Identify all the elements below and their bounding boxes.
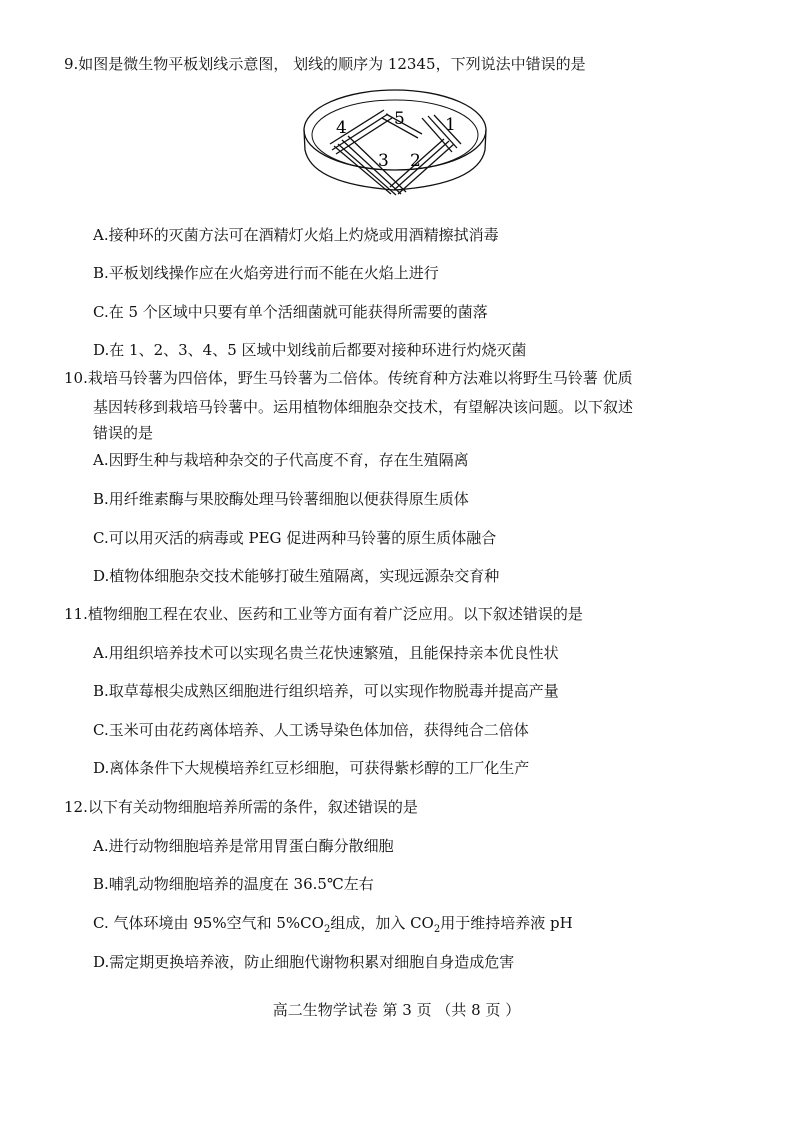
question-12-option-b: B.哺乳动物细胞培养的温度在 36.5℃左右 [93, 875, 374, 893]
question-12-stem: 12.以下有关动物细胞培养所需的条件，叙述错误的是 [64, 798, 418, 816]
co2-subscript-1: 2 [323, 924, 331, 935]
question-9-stem: 9.如图是微生物平板划线示意图， 划线的顺序为 12345，下列说法中错误的是 [64, 55, 586, 73]
question-9-option-b: B.平板划线操作应在火焰旁进行而不能在火焰上进行 [93, 264, 439, 282]
question-12-option-d: D.需定期更换培养液，防止细胞代谢物积累对细胞自身造成危害 [93, 953, 515, 971]
region-label-3: 3 [378, 151, 389, 171]
region-label-4: 4 [336, 118, 347, 138]
page-footer: 高二生物学试卷 第 3 页 （共 8 页 ） [272, 1001, 521, 1019]
question-11-option-a: A.用组织培养技术可以实现名贵兰花快速繁殖，且能保持亲本优良性状 [93, 644, 559, 662]
question-10-option-b: B.用纤维素酶与果胶酶处理马铃薯细胞以便获得原生质体 [93, 490, 469, 508]
region-label-5: 5 [394, 109, 405, 129]
question-11-option-d: D.离体条件下大规模培养红豆杉细胞，可获得紫杉醇的工厂化生产 [93, 759, 530, 777]
option-c-text-2: 组成，加入 CO [330, 914, 434, 932]
region-label-2: 2 [410, 151, 421, 171]
question-9-option-a: A.接种环的灭菌方法可在酒精灯火焰上灼烧或用酒精擦拭消毒 [93, 226, 499, 244]
question-11-stem: 11.植物细胞工程在农业、医药和工业等方面有着广泛应用。以下叙述错误的是 [64, 605, 583, 623]
question-10-stem-line-3: 错误的是 [93, 424, 154, 442]
question-10-option-d: D.植物体细胞杂交技术能够打破生殖隔离，实现远源杂交育种 [93, 567, 500, 585]
question-12-option-a: A.进行动物细胞培养是常用胃蛋白酶分散细胞 [93, 837, 394, 855]
question-10-stem-line-1: 10.栽培马铃薯为四倍体，野生马铃薯为二倍体。传统育种方法难以将野生马铃薯 优质 [64, 369, 633, 387]
question-10-option-a: A.因野生种与栽培种杂交的子代高度不育，存在生殖隔离 [93, 451, 469, 469]
question-10-option-c: C.可以用灭活的病毒或 PEG 促进两种马铃薯的原生质体融合 [93, 529, 497, 547]
option-c-text-1: C. 气体环境由 95%空气和 5%CO [93, 914, 324, 932]
region-label-1: 1 [445, 115, 456, 135]
question-11-option-c: C.玉米可由花药离体培养、人工诱导染色体加倍，获得纯合二倍体 [93, 721, 529, 739]
question-9-option-d: D.在 1、2、3、4、5 区域中划线前后都要对接种环进行灼烧灭菌 [93, 341, 527, 359]
co2-subscript-2: 2 [433, 924, 441, 935]
option-c-text-3: 用于维持培养液 pH [440, 914, 573, 932]
question-12-option-c [93, 913, 573, 933]
question-10-stem-line-2: 基因转移到栽培马铃薯中。运用植物体细胞杂交技术，有望解决该问题。以下叙述 [93, 398, 634, 416]
streak-plate-figure [302, 86, 488, 198]
question-11-option-b: B.取草莓根尖成熟区细胞进行组织培养，可以实现作物脱毒并提高产量 [93, 682, 559, 700]
question-9-option-c: C.在 5 个区域中只要有单个活细菌就可能获得所需要的菌落 [93, 303, 488, 321]
